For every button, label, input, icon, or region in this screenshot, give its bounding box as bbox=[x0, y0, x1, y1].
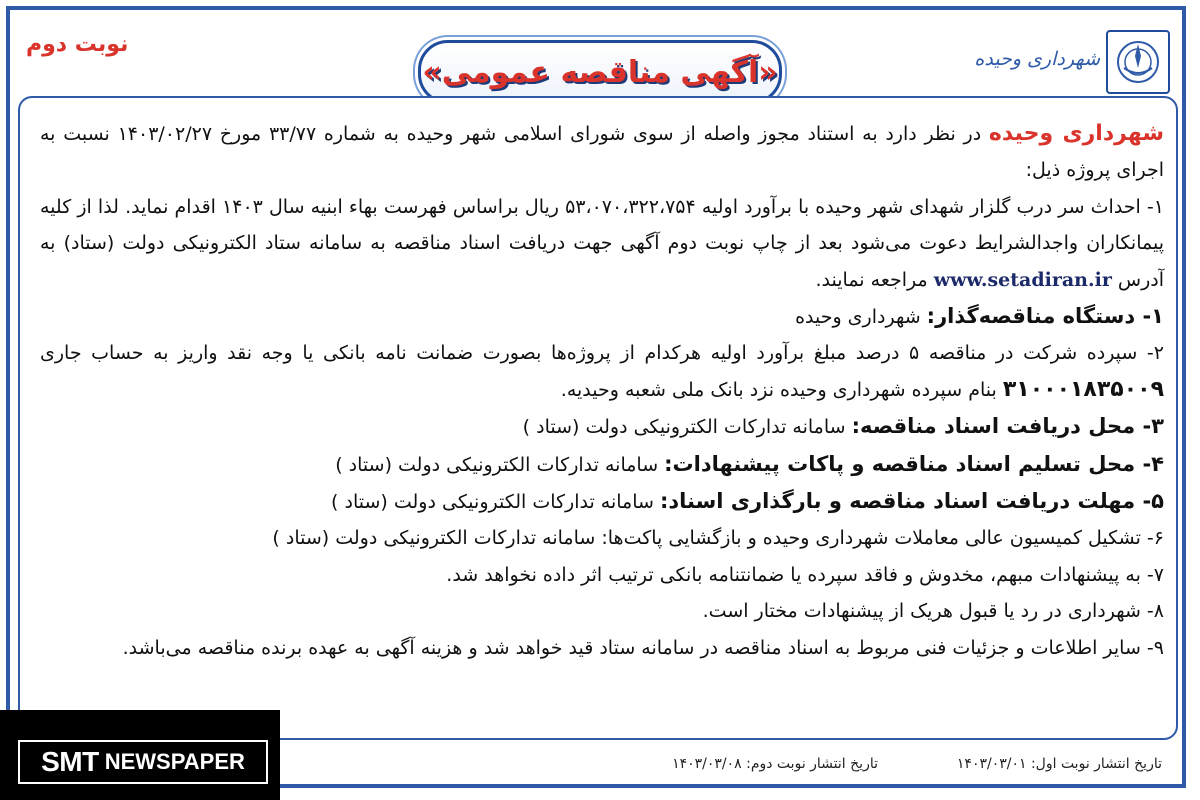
logo-text: شهرداری وحیده bbox=[974, 48, 1100, 70]
notice-body bbox=[40, 116, 1164, 666]
section-4 bbox=[40, 446, 1164, 483]
section-2-text: ۲- سپرده شرکت در مناقصه ۵ درصد مبلغ برآورد اولیه هرکدام از پروژه‌ها بصورت ضمانت نامه بانکی یا وجه نقد واریز به حساب جاری bbox=[40, 342, 1164, 365]
item-1-end: مراجعه نمایند. bbox=[815, 268, 934, 291]
title-banner bbox=[418, 40, 782, 104]
section-4-value: سامانه تدارکات الکترونیکی دولت (ستاد ) bbox=[335, 453, 665, 476]
header bbox=[10, 10, 1190, 100]
section-4-label: ۴- محل تسلیم اسناد مناقصه و پاکات پیشنهادات: bbox=[664, 451, 1164, 476]
section-5 bbox=[40, 483, 1164, 520]
section-1 bbox=[40, 298, 1164, 335]
section-3 bbox=[40, 408, 1164, 445]
section-5-label: ۵- مهلت دریافت اسناد مناقصه و بارگذاری اسناد: bbox=[659, 489, 1164, 514]
intro-text: در نظر دارد به استناد مجوز واصله از سوی شورای اسلامی شهر وحیده به شماره ۳۳/۷۷ مورخ ۱۴۰۳/۰۲/۲۷ نسبت به اجرای پروژه ذیل: bbox=[40, 123, 1164, 182]
brand-part-1: SMT bbox=[41, 746, 99, 777]
section-3-label: ۳- محل دریافت اسناد مناقصه: bbox=[851, 414, 1164, 439]
website-link[interactable]: www.setadiran.ir bbox=[933, 268, 1112, 291]
page-title: «آگهی مناقصه عمومی» bbox=[422, 54, 778, 90]
section-1-label: ۱- دستگاه مناقصه‌گذار: bbox=[926, 304, 1164, 329]
section-2-end: بنام سپرده شهرداری وحیده نزد بانک ملی شعبه وحیدیه. bbox=[560, 378, 1003, 401]
brand-part-2: NEWSPAPER bbox=[104, 749, 245, 774]
first-publication-date: تاریخ انتشار نوبت اول: ۱۴۰۳/۰۳/۰۱ bbox=[956, 756, 1162, 772]
round-badge: نوبت دوم bbox=[26, 32, 129, 57]
item-1 bbox=[40, 189, 1164, 298]
lead-title: شهرداری وحیده bbox=[988, 121, 1164, 146]
municipality-logo bbox=[960, 30, 1170, 96]
second-publication-date: تاریخ انتشار نوبت دوم: ۱۴۰۳/۰۳/۰۸ bbox=[672, 756, 878, 772]
account-number: ۳۱۰۰۰۱۸۳۵۰۰۹ bbox=[1002, 376, 1164, 402]
section-2 bbox=[40, 335, 1164, 408]
emblem-icon bbox=[1106, 30, 1170, 94]
section-1-value: شهرداری وحیده bbox=[795, 306, 927, 329]
section-7: ۷- به پیشنهادات مبهم، مخدوش و فاقد سپرده یا ضمانتنامه بانکی ترتیب اثر داده نخواهد شد. bbox=[446, 563, 1164, 586]
section-3-value: سامانه تدارکات الکترونیکی دولت (ستاد ) bbox=[522, 416, 852, 439]
section-8: ۸- شهرداری در رد یا قبول هریک از پیشنهادات مختار است. bbox=[702, 600, 1164, 623]
intro-paragraph bbox=[40, 116, 1164, 189]
section-5-value: سامانه تدارکات الکترونیکی دولت (ستاد ) bbox=[331, 491, 660, 514]
item-1-text: ۱- احداث سر درب گلزار شهدای شهر وحیده با برآورد اولیه ۵۳،۰۷۰،۳۲۲،۷۵۴ ریال براساس فهرست بهاء ابنیه سال ۱۴۰۳ اقدام نماید. لذا از کلیه پیمانکاران واجدالشرایط دعوت می‌شود بعد از چاپ نوبت دوم آگهی جهت دریافت اسناد مناقصه به سامانه ستاد الکترونیکی دولت (ستاد) به آدرس bbox=[40, 195, 1164, 291]
brand-watermark bbox=[18, 740, 268, 784]
section-9: ۹- سایر اطلاعات و جزئیات فنی مربوط به اسناد مناقصه در سامانه ستاد قید خواهد شد و هزینه آگهی به عهده برنده مناقصه می‌باشد. bbox=[122, 636, 1164, 659]
section-6: ۶- تشکیل کمیسیون عالی معاملات شهرداری وحیده و بازگشایی پاکت‌ها: سامانه تدارکات الکترونیکی دولت (ستاد ) bbox=[272, 527, 1164, 550]
